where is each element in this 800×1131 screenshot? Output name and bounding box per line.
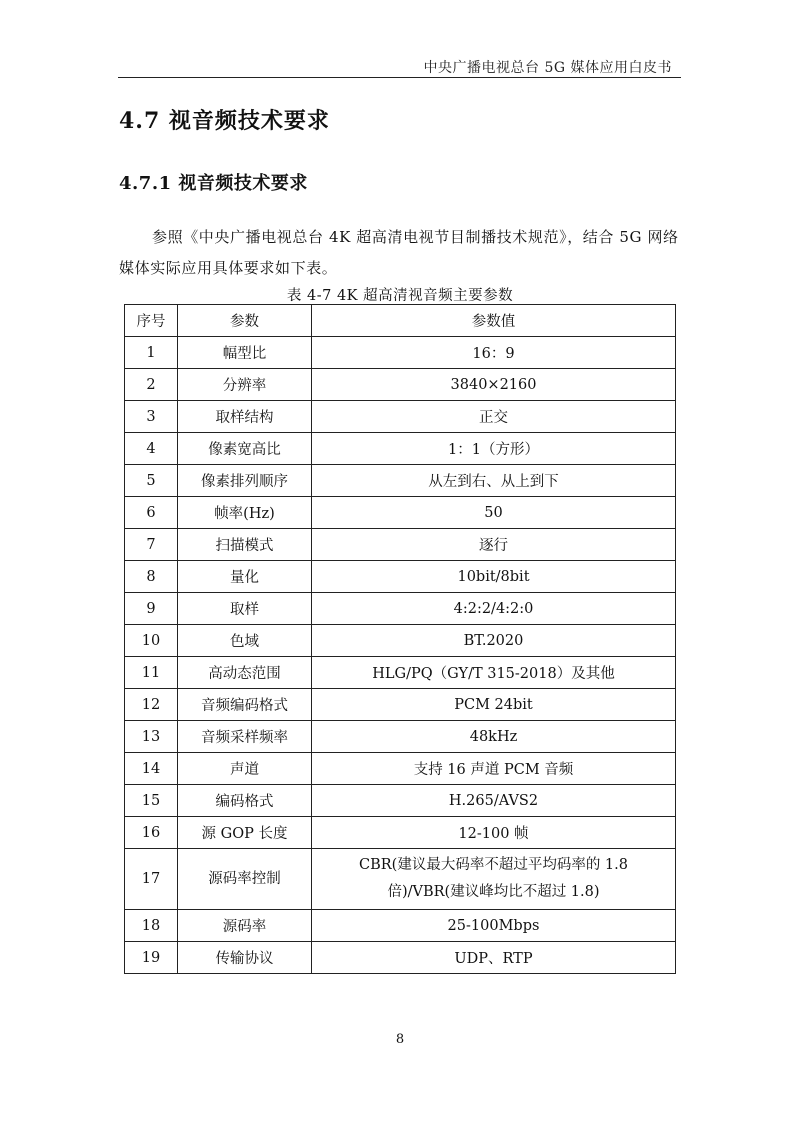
row-no: 9 <box>125 593 178 625</box>
row-no: 16 <box>125 817 178 849</box>
row-parameter: 取样 <box>178 593 312 625</box>
table-row <box>125 593 676 625</box>
row-no: 8 <box>125 561 178 593</box>
table-row <box>125 785 676 817</box>
row-value: 12-100 帧 <box>312 817 676 849</box>
row-no: 4 <box>125 433 178 465</box>
row-value-line: CBR(建议最大码率不超过平均码率的 1.8 <box>359 857 628 873</box>
row-no: 12 <box>125 689 178 721</box>
table-row <box>125 625 676 657</box>
row-value: 1：1（方形） <box>312 433 676 465</box>
row-no: 7 <box>125 529 178 561</box>
row-parameter: 取样结构 <box>178 401 312 433</box>
row-no: 19 <box>125 942 178 974</box>
row-parameter: 源码率控制 <box>178 849 312 910</box>
row-value: 16：9 <box>312 337 676 369</box>
row-no: 18 <box>125 910 178 942</box>
row-no: 3 <box>125 401 178 433</box>
page-number: 8 <box>395 1032 405 1047</box>
section-heading: 4.7 视音频技术要求 <box>119 108 330 134</box>
row-parameter: 传输协议 <box>178 942 312 974</box>
row-parameter: 帧率(Hz) <box>178 497 312 529</box>
row-parameter: 扫描模式 <box>178 529 312 561</box>
row-value: HLG/PQ（GY/T 315-2018）及其他 <box>312 657 676 689</box>
running-header: 中央广播电视总台 5G 媒体应用白皮书 <box>423 60 672 76</box>
row-no: 13 <box>125 721 178 753</box>
table-row <box>125 721 676 753</box>
row-parameter: 编码格式 <box>178 785 312 817</box>
table-row <box>125 497 676 529</box>
table-row <box>125 401 676 433</box>
table-row <box>125 753 676 785</box>
table-row <box>125 337 676 369</box>
intro-paragraph: 参照《中央广播电视总台 4K 超高清电视节目制播技术规范》，结合 5G 网络媒体实际应用具体要求如下表。 <box>119 228 679 277</box>
table-row <box>125 849 676 910</box>
row-parameter: 量化 <box>178 561 312 593</box>
row-no: 11 <box>125 657 178 689</box>
row-no: 6 <box>125 497 178 529</box>
row-value <box>312 849 676 910</box>
row-parameter: 声道 <box>178 753 312 785</box>
table-row <box>125 689 676 721</box>
row-value: 48kHz <box>312 721 676 753</box>
table-header-row <box>125 305 676 337</box>
row-parameter: 音频编码格式 <box>178 689 312 721</box>
row-parameter: 幅型比 <box>178 337 312 369</box>
header-parameter: 参数 <box>178 305 312 337</box>
table-row <box>125 910 676 942</box>
row-value: 25-100Mbps <box>312 910 676 942</box>
table-row <box>125 529 676 561</box>
row-no: 14 <box>125 753 178 785</box>
row-value: 3840×2160 <box>312 369 676 401</box>
header-rule <box>118 77 681 78</box>
table-row <box>125 942 676 974</box>
table-row <box>125 657 676 689</box>
row-no: 17 <box>125 849 178 910</box>
row-value: PCM 24bit <box>312 689 676 721</box>
row-value: 4:2:2/4:2:0 <box>312 593 676 625</box>
row-no: 15 <box>125 785 178 817</box>
row-value: BT.2020 <box>312 625 676 657</box>
row-no: 5 <box>125 465 178 497</box>
row-value: 从左到右、从上到下 <box>312 465 676 497</box>
row-value: 10bit/8bit <box>312 561 676 593</box>
subsection-heading: 4.7.1 视音频技术要求 <box>119 173 308 194</box>
row-no: 1 <box>125 337 178 369</box>
row-value: H.265/AVS2 <box>312 785 676 817</box>
table-row <box>125 561 676 593</box>
row-parameter: 高动态范围 <box>178 657 312 689</box>
table-row <box>125 369 676 401</box>
row-parameter: 源 GOP 长度 <box>178 817 312 849</box>
header-no: 序号 <box>125 305 178 337</box>
row-value: 支持 16 声道 PCM 音频 <box>312 753 676 785</box>
table-caption: 表 4-7 4K 超高清视音频主要参数 <box>286 288 514 304</box>
row-value: 逐行 <box>312 529 676 561</box>
table-row <box>125 817 676 849</box>
row-value: 正交 <box>312 401 676 433</box>
row-parameter: 音频采样频率 <box>178 721 312 753</box>
row-value: UDP、RTP <box>312 942 676 974</box>
row-no: 2 <box>125 369 178 401</box>
row-value-line: 倍)/VBR(建议峰均比不超过 1.8) <box>387 884 600 900</box>
parameters-table <box>124 304 676 974</box>
header-value: 参数值 <box>312 305 676 337</box>
row-parameter: 色域 <box>178 625 312 657</box>
row-value: 50 <box>312 497 676 529</box>
row-parameter: 源码率 <box>178 910 312 942</box>
table-row <box>125 465 676 497</box>
row-parameter: 像素排列顺序 <box>178 465 312 497</box>
row-parameter: 分辨率 <box>178 369 312 401</box>
row-no: 10 <box>125 625 178 657</box>
row-parameter: 像素宽高比 <box>178 433 312 465</box>
table-row <box>125 433 676 465</box>
